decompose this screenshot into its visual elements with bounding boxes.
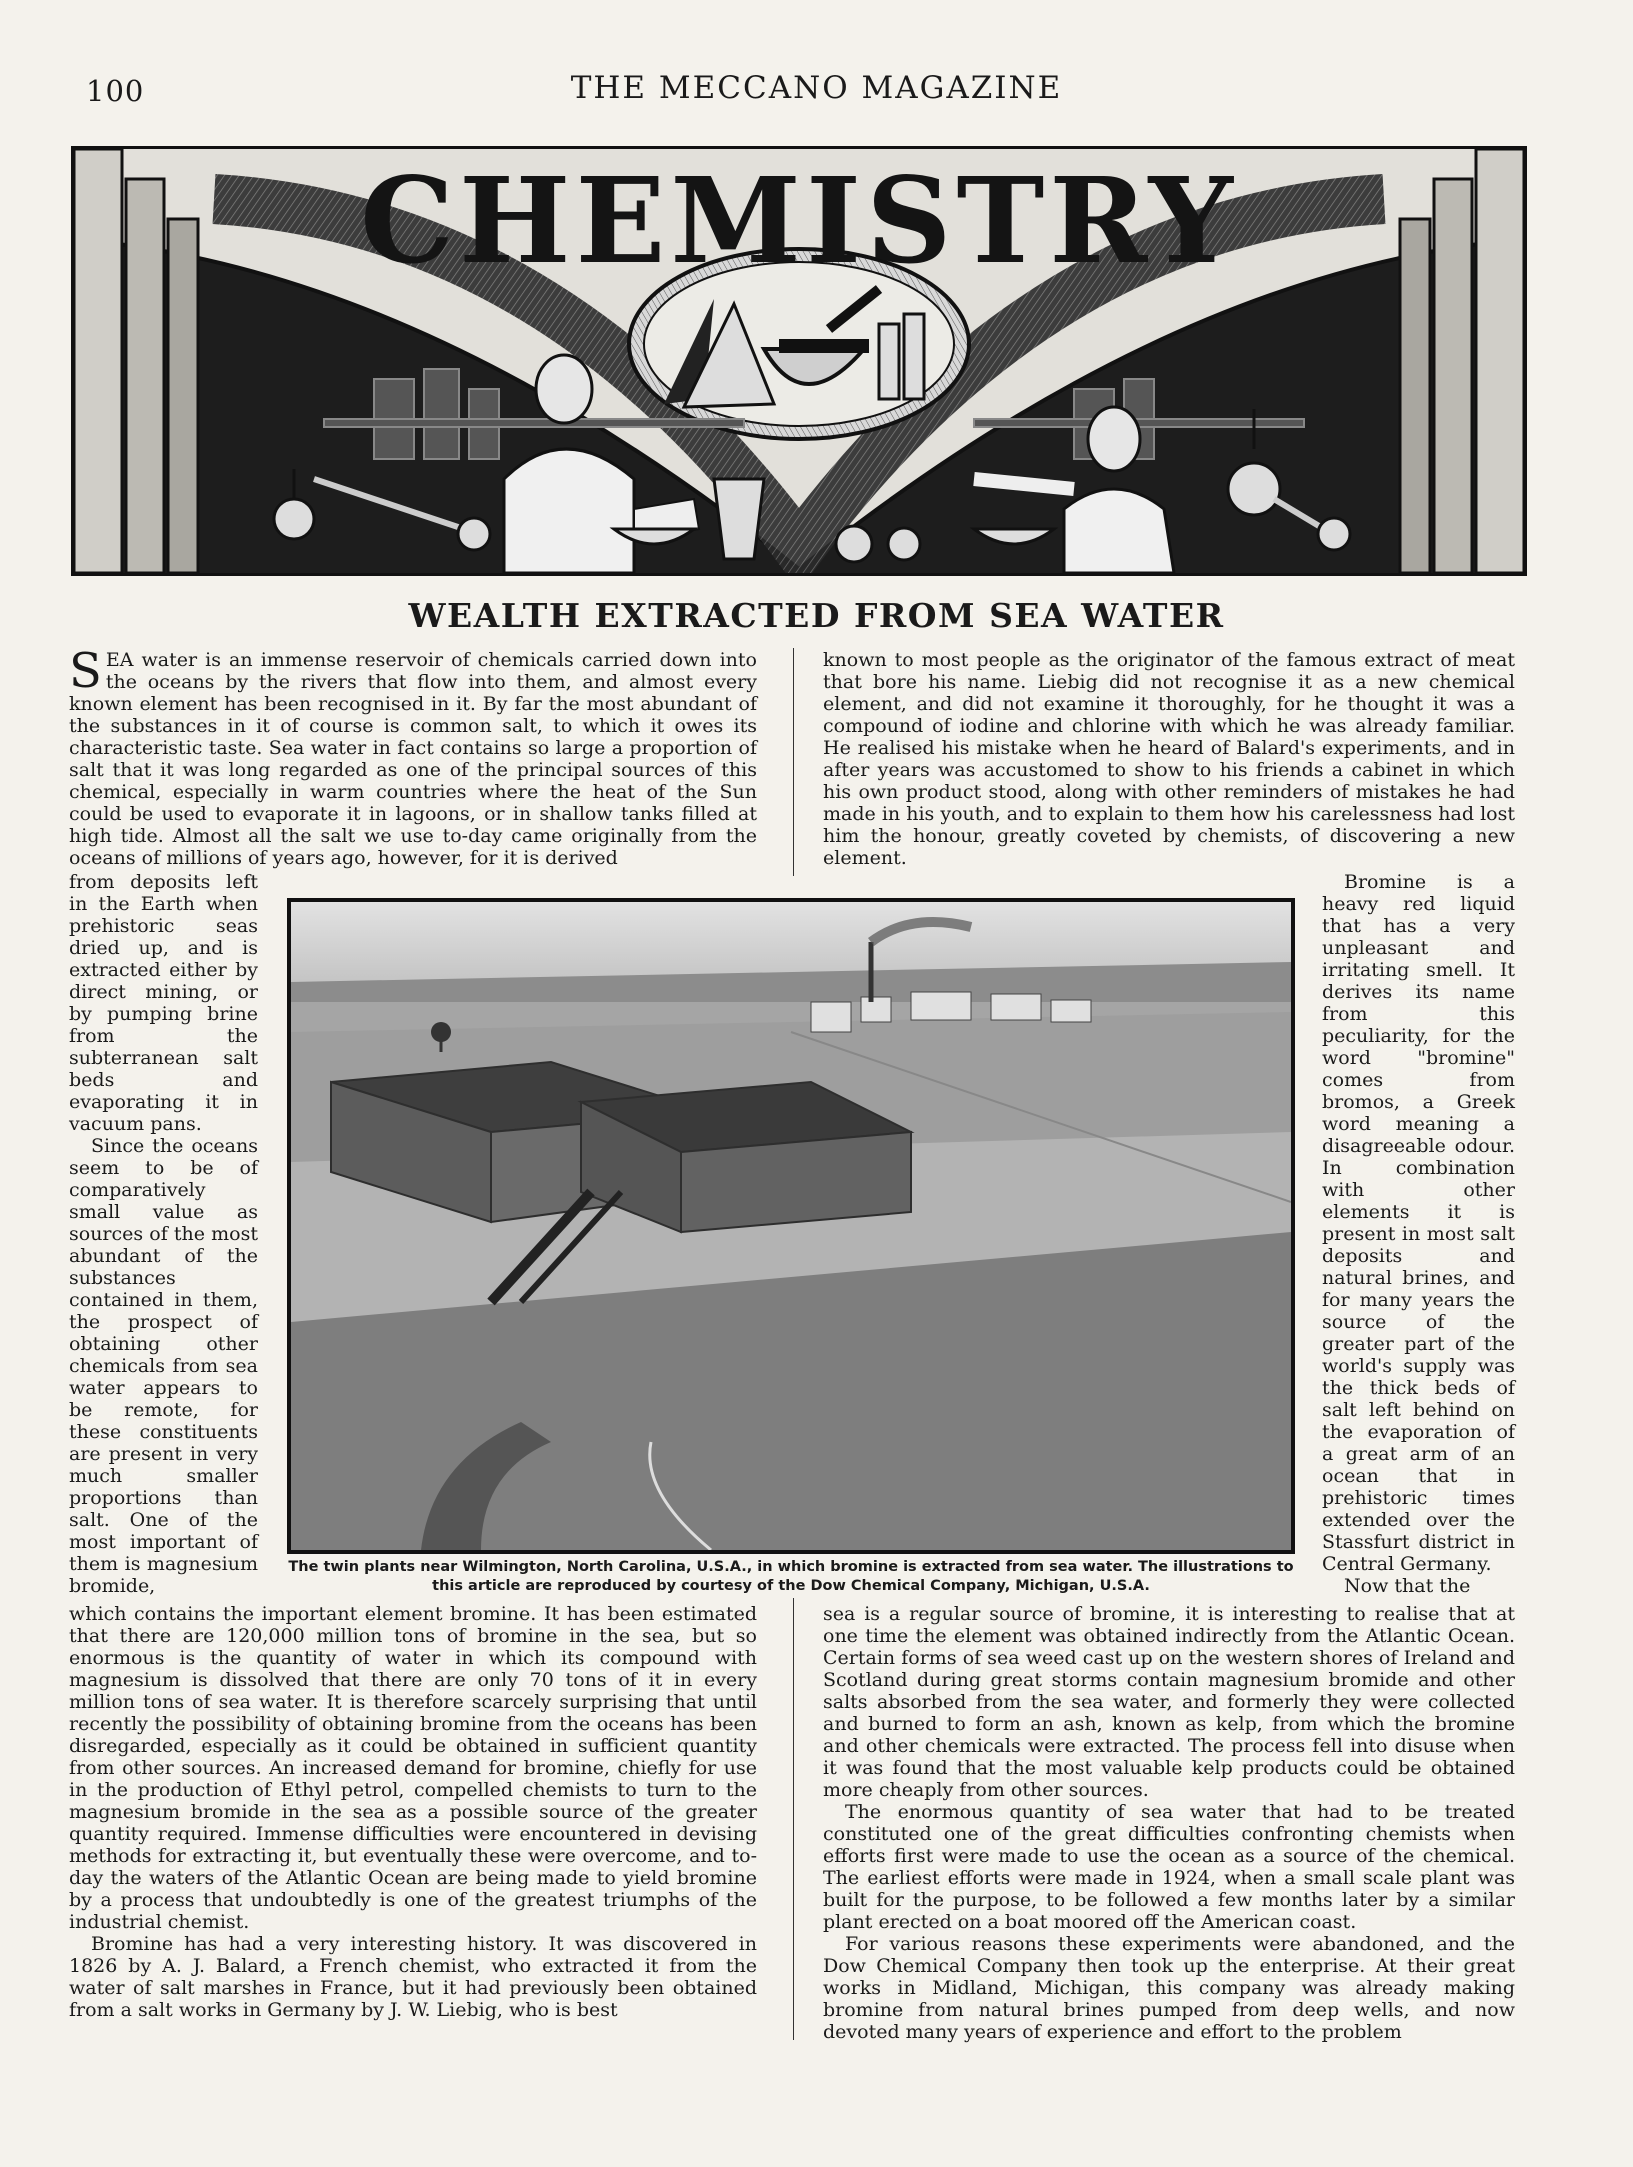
left-bottom-paragraph-2: Bromine has had a very interesting history. It was discovered in 1826 by A. J. Balard, a French chemist, who extracted it from the water of salt marshes in France, but it had previously been obtained from a salt works in Germany by J. W. Liebig, who is best xyxy=(69,1933,757,2021)
intro-paragraph: SEA water is an immense reservoir of chemicals carried down into the oceans by the rivers that flow into them, and almost every known element has been recognised in it. By far the most abundant of the substances in it of course is common salt, to which it owes its characteristic taste. Sea water in fact contains so large a proportion of salt that it was long regarded as one of the principal sources of this chemical, especially in warm countries where the heat of the Sun could be used to evaporate it in lagoons, or in shallow tanks filled at high tide. Almost all the salt we use to-day came originally from the oceans of millions of years ago, however, for it is derived xyxy=(69,643,757,869)
right-narrow-column xyxy=(1322,871,1515,1597)
caption-line-2: this article are reproduced by courtesy of the Dow Chemical Company, Michigan, U.S.A. xyxy=(432,1578,1150,1594)
right-top-column xyxy=(823,649,1515,869)
running-head: THE MECCANO MAGAZINE xyxy=(570,70,1063,106)
left-narrow-paragraph-1: from deposits left in the Earth when prehistoric seas dried up, and is extracted either by direct mining, or by pumping brine from the subterranean salt beds and evaporating it in vacuum pans. xyxy=(69,871,258,1135)
article-title: WEALTH EXTRACTED FROM SEA WATER xyxy=(408,596,1225,635)
right-top-paragraph: known to most people as the originator of the famous extract of meat that bore his name. Liebig did not recognise it as a new chemical element, and did not examine it thoroughly, for he thought it was a compound of iodine and chlorine with which he was already familiar. He realised his mistake when he heard of Balard's experiments, and in after years was accustomed to show to his friends a cabinet in which his own product stood, along with other reminders of mistakes he had made in his youth, and to explain to them how his carelessness had lost him the honour, greatly coveted by chemists, of discovering a new element. xyxy=(823,649,1515,869)
left-bottom-column xyxy=(69,1603,757,2021)
chemistry-banner xyxy=(71,146,1527,576)
left-bottom-paragraph-1: which contains the important element bromine. It has been estimated that there are 120,000 million tons of bromine in the sea, but so enormous is the quantity of water in which its compound with magnesium is dissolved that there are only 70 tons of it in every million tons of sea water. It is therefore scarcely surprising that until recently the possibility of obtaining bromine from the oceans has been disregarded, especially as it could be obtained in sufficient quantity from other sources. An increased demand for bromine, chiefly for use in the production of Ethyl petrol, compelled chemists to turn to the magnesium bromide in the sea as a possible source of the greater quantity required. Immense difficulties were encountered in devising methods for extracting it, but eventually these were overcome, and to-day the waters of the Atlantic Ocean are being made to yield bromine by a process that undoubtedly is one of the greatest triumphs of the industrial chemist. xyxy=(69,1603,757,1933)
banner-title: CHEMISTRY xyxy=(360,151,1238,290)
left-narrow-column xyxy=(69,871,258,1597)
column-rule-bottom xyxy=(793,1598,794,2040)
left-narrow-paragraph-2: Since the oceans seem to be of comparatively small value as sources of the most abundant of the substances contained in them, the prospect of obtaining other chemicals from sea water appears to be remote, for these constituents are present in very much smaller proportions than salt. One of the most important of them is magnesium bromide, xyxy=(69,1135,258,1597)
dropcap-letter: S xyxy=(69,643,102,699)
plant-photograph xyxy=(287,898,1295,1554)
photo-caption xyxy=(287,1558,1295,1596)
right-bottom-paragraph-2: The enormous quantity of sea water that had to be treated constituted one of the great difficulties confronting chemists when efforts first were made to use the ocean as a source of the chemical. The earliest efforts were made in 1924, when a small scale plant was built for the purpose, to be followed a few months later by a similar plant erected on a boat moored off the American coast. xyxy=(823,1801,1515,1933)
right-bottom-paragraph-1: sea is a regular source of bromine, it is interesting to realise that at one time the element was obtained indirectly from the Atlantic Ocean. Certain forms of sea weed cast up on the western shores of Ireland and Scotland during great storms contain magnesium bromide and other salts absorbed from the sea water, and formerly they were collected and burned to form an ash, known as kelp, from which the bromine and other chemicals were extracted. The process fell into disuse when it was found that the most valuable kelp products could be obtained more cheaply from other sources. xyxy=(823,1603,1515,1801)
right-bottom-paragraph-3: For various reasons these experiments were abandoned, and the Dow Chemical Company then took up the enterprise. At their great works in Midland, Michigan, this company was already making bromine from natural brines pumped from deep wells, and now devoted many years of experience and effort to the problem xyxy=(823,1933,1515,2043)
right-narrow-paragraph-1: Bromine is a heavy red liquid that has a very unpleasant and irritating smell. It derives its name from this peculiarity, for the word "bromine" comes from bromos, a Greek word meaning a disagreeable odour. In combination with other elements it is present in most salt deposits and natural brines, and for many years the source of the greater part of the world's supply was the thick beds of salt left behind on the evaporation of a great arm of an ocean that in prehistoric times extended over the Stassfurt district in Central Germany. xyxy=(1322,871,1515,1575)
right-bottom-column xyxy=(823,1603,1515,2043)
page-number: 100 xyxy=(86,74,145,108)
caption-line-1: The twin plants near Wilmington, North Carolina, U.S.A., in which bromine is extracted from sea water. The illustrations to xyxy=(288,1559,1294,1575)
right-narrow-paragraph-2: Now that the xyxy=(1344,1575,1471,1597)
column-rule-top xyxy=(793,648,794,876)
